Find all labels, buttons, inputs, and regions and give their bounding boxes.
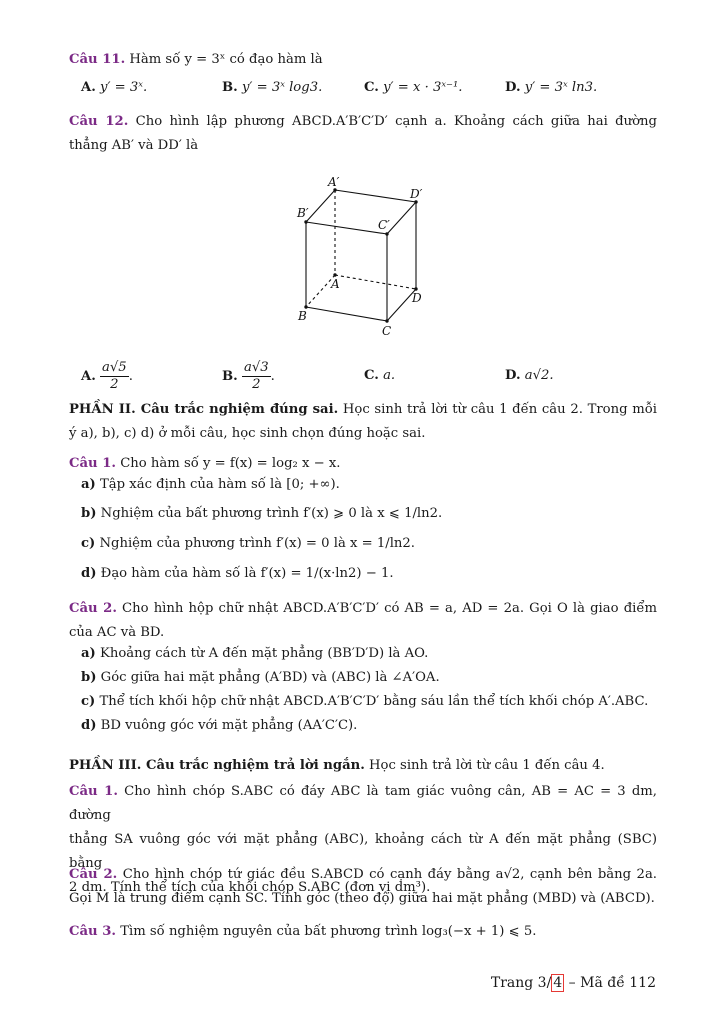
question-label: Câu 1.: [69, 456, 116, 471]
question-label: Câu 11.: [69, 52, 126, 67]
label-b: B: [298, 309, 307, 323]
p2-question-2: [69, 597, 657, 645]
option-b[interactable]: B. y′ = 3ˣ log3.: [222, 80, 323, 95]
question-text-line2: thẳng AB′ và DD′ là: [69, 138, 199, 153]
question-text: Cho hàm số y = f(x) = log₂ x − x.: [120, 456, 341, 471]
p3-question-2: [69, 863, 657, 911]
question-label: Câu 3.: [69, 924, 116, 939]
label-a: A: [331, 277, 340, 291]
option-a[interactable]: A. y′ = 3ˣ.: [81, 80, 148, 95]
label-c-prime: C′: [378, 218, 390, 232]
footer-prefix: Trang 3/: [490, 975, 552, 991]
part-3-intro: [69, 754, 657, 778]
statement-a[interactable]: a) Khoảng cách từ A đến mặt phẳng (BB′D′D) là AO.: [81, 646, 429, 661]
label-d-prime: D′: [410, 187, 423, 201]
part-heading: PHẦN III. Câu trắc nghiệm trả lời ngắn.: [69, 758, 365, 773]
page-footer: [470, 974, 656, 992]
question-label: Câu 2.: [69, 601, 117, 616]
part-intro-line2: ý a), b), c) d) ở mỗi câu, học sinh chọn đúng hoặc sai.: [69, 426, 426, 441]
question-line1: Cho hình chóp S.ABC có đáy ABC là tam giác vuông cân, AB = AC = 3 dm, đường: [69, 784, 657, 823]
part-2-intro: [69, 398, 657, 446]
cube-figure: [294, 174, 434, 336]
part-intro: Học sinh trả lời từ câu 1 đến câu 4.: [369, 758, 605, 773]
question-text: Tìm số nghiệm nguyên của bất phương trình log₃(−x + 1) ⩽ 5.: [120, 924, 537, 939]
question-line2: thẳng SA vuông góc với mặt phẳng (ABC), khoảng cách từ A đến mặt phẳng (SBC) bằng: [69, 832, 657, 871]
option-a[interactable]: A. $\frac{a√5}{2}$ .: [81, 360, 133, 392]
question-line3: 2 dm. Tính thể tích của khối chóp S.ABC (đơn vị dm³).: [69, 880, 431, 895]
statement-d[interactable]: d) BD vuông góc với mặt phẳng (AA′C′C).: [81, 718, 358, 733]
label-b-prime: B′: [297, 206, 309, 220]
footer-suffix: – Mã đề 112: [564, 975, 656, 991]
question-label: Câu 12.: [69, 114, 129, 129]
question-label: Câu 2.: [69, 867, 118, 882]
question-12: [69, 110, 657, 158]
page-total-link[interactable]: 4: [553, 975, 563, 991]
label-a-prime: A′: [328, 175, 340, 189]
option-b[interactable]: B. $\frac{a√3}{2}$ .: [222, 360, 275, 392]
option-c[interactable]: C. y′ = x · 3ˣ⁻¹.: [364, 80, 463, 95]
option-c[interactable]: C. a.: [364, 368, 396, 383]
p3-question-3: [69, 920, 657, 944]
label-c: C: [382, 324, 392, 336]
question-label: Câu 1.: [69, 784, 118, 799]
question-line1: Cho hình chóp tứ giác đều S.ABCD có cạnh đáy bằng a√2, cạnh bên bằng 2a.: [122, 867, 658, 882]
question-text-line1: Cho hình hộp chữ nhật ABCD.A′B′C′D′ có AB = a, AD = 2a. Gọi O là giao điểm: [122, 601, 657, 616]
option-d[interactable]: D. y′ = 3ˣ ln3.: [505, 80, 598, 95]
option-d[interactable]: D. a√2.: [505, 368, 554, 383]
label-d: D: [412, 291, 422, 305]
statement-b[interactable]: b) Góc giữa hai mặt phẳng (A′BD) và (ABC) là ∠A′OA.: [81, 670, 440, 685]
part-heading: PHẦN II. Câu trắc nghiệm đúng sai.: [69, 402, 339, 417]
question-11: [69, 48, 657, 72]
question-text: Hàm số y = 3ˣ có đạo hàm là: [129, 52, 323, 67]
statement-b[interactable]: b) Nghiệm của bất phương trình f′(x) ⩾ 0 là x ⩽ 1/ln2.: [81, 506, 443, 521]
statement-c[interactable]: c) Thể tích khối hộp chữ nhật ABCD.A′B′C′D′ bằng sáu lần thể tích khối chóp A′.ABC.: [81, 694, 649, 709]
p2-question-1: [69, 452, 657, 476]
question-text-line1: Cho hình lập phương ABCD.A′B′C′D′ cạnh a. Khoảng cách giữa hai đường: [135, 114, 657, 129]
statement-a[interactable]: a) Tập xác định của hàm số là [0; +∞).: [81, 477, 340, 492]
statement-d[interactable]: d) Đạo hàm của hàm số là f′(x) = 1/(x·ln2) − 1.: [81, 566, 394, 581]
part-intro-line1: Học sinh trả lời từ câu 1 đến câu 2. Trong mỗi: [342, 402, 658, 417]
question-line2: Gọi M là trung điểm cạnh SC. Tính góc (theo độ) giữa hai mặt phẳng (MBD) và (ABCD).: [69, 891, 655, 906]
statement-c[interactable]: c) Nghiệm của phương trình f′(x) = 0 là x = 1/ln2.: [81, 536, 415, 551]
q12-options: [69, 356, 657, 392]
question-text-line2: của AC và BD.: [69, 625, 165, 640]
